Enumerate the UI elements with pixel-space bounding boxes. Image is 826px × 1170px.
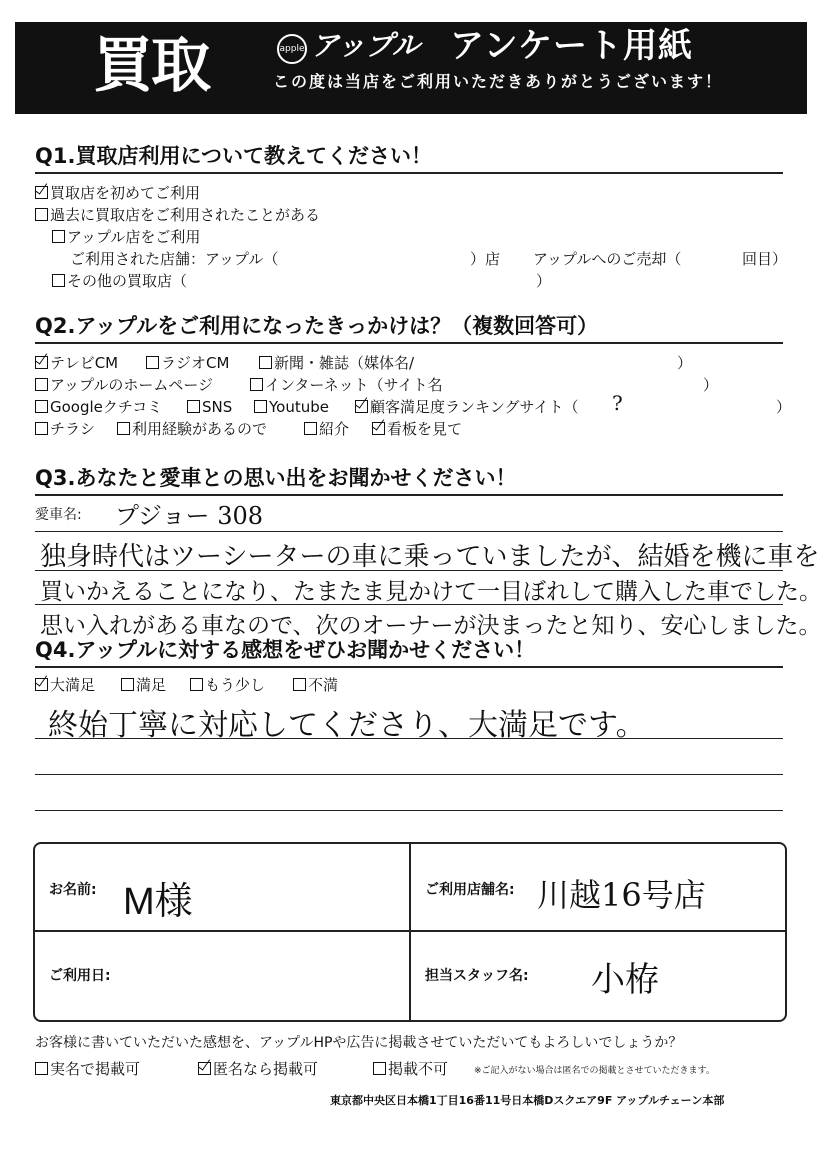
checked-box-icon[interactable] <box>35 356 48 369</box>
consent-real-name[interactable] <box>35 1058 140 1080</box>
name-value[interactable]: M様 <box>123 881 193 923</box>
q1-divider <box>35 172 783 174</box>
form-title: アンケート用紙 <box>450 26 693 66</box>
option-label: 満足 <box>136 676 167 694</box>
info-divider-horizontal <box>35 930 785 932</box>
checkbox-icon[interactable] <box>304 422 317 435</box>
q2-newspaper-close: ） <box>677 354 693 372</box>
option-label: ラジオCM <box>161 354 230 372</box>
option-label: 買取店を初めてご利用 <box>50 184 201 202</box>
option-label: 匿名なら掲載可 <box>213 1060 319 1078</box>
apple-logo-icon: apple <box>277 34 307 64</box>
option-label: 紹介 <box>319 420 350 438</box>
consent-not-allowed[interactable] <box>373 1058 448 1080</box>
checkbox-icon[interactable] <box>259 356 272 369</box>
q1-other-close: ） <box>536 272 552 290</box>
store-value[interactable]: 川越16号店 <box>537 876 706 914</box>
option-label: 新聞・雑誌（媒体名/ <box>274 354 415 372</box>
header-banner <box>15 22 807 114</box>
thank-you-message: この度は当店をご利用いただきありがとうございます！ <box>273 72 724 91</box>
option-label: 実名で掲載可 <box>50 1060 141 1078</box>
checkbox-icon[interactable] <box>187 400 200 413</box>
q2-internet-close: ） <box>703 376 719 394</box>
q2-option-youtube[interactable] <box>254 396 329 418</box>
brand-logo-text: アップル <box>311 29 420 62</box>
ruled-line <box>35 570 783 571</box>
q1-sell-count-suffix: 回目） <box>742 250 788 268</box>
option-label: SNS <box>202 398 233 416</box>
checked-box-icon[interactable] <box>198 1062 211 1075</box>
option-label: アップルのホームページ <box>50 376 214 394</box>
staff-label: 担当スタッフ名: <box>425 968 529 984</box>
option-label: チラシ <box>50 420 96 438</box>
q2-option-signboard[interactable] <box>372 418 462 440</box>
q2-option-radiocm[interactable] <box>146 352 229 374</box>
ruled-line <box>35 774 783 775</box>
checkbox-icon[interactable] <box>121 678 134 691</box>
staff-value[interactable]: 小栫 <box>591 960 659 1000</box>
q1-option-first-time[interactable] <box>35 182 200 204</box>
checkbox-icon[interactable] <box>254 400 267 413</box>
option-label: Youtube <box>269 398 329 416</box>
option-label: アップル店をご利用 <box>67 228 201 246</box>
car-name-label: 愛車名: <box>35 507 82 523</box>
checkbox-icon[interactable] <box>52 274 65 287</box>
q1-title: Q1.買取店利用について教えてください！ <box>35 144 433 168</box>
q2-ranking-written: ? <box>612 391 623 415</box>
store-label: ご利用店舗名: <box>425 882 515 898</box>
checkbox-icon[interactable] <box>146 356 159 369</box>
name-label: お名前: <box>49 882 97 898</box>
q4-option-very-satisfied[interactable] <box>35 674 95 696</box>
memory-line-2[interactable]: 買いかえることになり、たまたま見かけて一目ぼれして購入した車でした。 <box>40 579 822 605</box>
checked-box-icon[interactable] <box>355 400 368 413</box>
q2-option-sns[interactable] <box>187 396 232 418</box>
option-label: テレビCM <box>50 354 119 372</box>
impression-comment[interactable]: 終始丁寧に対応してくださり、大満足です。 <box>48 708 646 743</box>
checked-box-icon[interactable] <box>372 422 385 435</box>
q1-option-other-store[interactable] <box>52 270 187 292</box>
q2-option-google[interactable] <box>35 396 162 418</box>
checked-box-icon[interactable] <box>35 678 48 691</box>
checkbox-icon[interactable] <box>373 1062 386 1075</box>
customer-info-box <box>33 842 787 1022</box>
checkbox-icon[interactable] <box>250 378 263 391</box>
car-name-value[interactable]: プジョー 308 <box>115 502 263 530</box>
option-label: 大満足 <box>50 676 96 694</box>
option-label: 顧客満足度ランキングサイト（ <box>370 398 579 416</box>
q2-option-flyer[interactable] <box>35 418 95 440</box>
q2-option-ranking[interactable] <box>355 396 579 418</box>
q4-option-dissatisfied[interactable] <box>293 674 338 696</box>
q4-option-satisfied[interactable] <box>121 674 166 696</box>
q1-option-used-before[interactable] <box>35 204 320 226</box>
memory-line-1[interactable]: 独身時代はツーシーターの車に乗っていましたが、結婚を機に車を <box>40 542 820 572</box>
option-label: Googleクチコミ <box>50 398 163 416</box>
q1-store-suffix: ）店 <box>470 250 501 268</box>
q2-option-internet[interactable] <box>250 374 443 396</box>
q1-store-name-line <box>70 248 278 270</box>
checkbox-icon[interactable] <box>35 422 48 435</box>
q2-option-newspaper[interactable] <box>259 352 414 374</box>
option-label: 看板を見て <box>387 420 463 438</box>
q2-ranking-close: ） <box>776 398 792 416</box>
checkbox-icon[interactable] <box>52 230 65 243</box>
consent-question: お客様に書いていただいた感想を、アップルHPや広告に掲載させていただいてもよろしいでしょうか？ <box>35 1035 683 1051</box>
option-label: 掲載不可 <box>388 1060 449 1078</box>
q2-divider <box>35 342 783 344</box>
date-label: ご利用日: <box>49 968 111 984</box>
q4-divider <box>35 666 783 668</box>
q1-option-apple-store[interactable] <box>52 226 200 248</box>
ruled-line <box>35 531 783 532</box>
q2-option-experience[interactable] <box>117 418 267 440</box>
checkbox-icon[interactable] <box>293 678 306 691</box>
memory-line-3[interactable]: 思い入れがある車なので、次のオーナーが決まったと知り、安心しました。 <box>40 613 822 639</box>
checkbox-icon[interactable] <box>117 422 130 435</box>
ruled-line <box>35 604 783 605</box>
checkbox-icon[interactable] <box>35 1062 48 1075</box>
consent-anonymous[interactable] <box>198 1058 318 1080</box>
q2-option-referral[interactable] <box>304 418 349 440</box>
checked-box-icon[interactable] <box>35 186 48 199</box>
q2-title: Q2.アップルをご利用になったきっかけは？（複数回答可） <box>35 314 599 338</box>
ruled-line <box>35 738 783 739</box>
checkbox-icon[interactable] <box>35 378 48 391</box>
q4-title: Q4.アップルに対する感想をぜひお聞かせください！ <box>35 638 536 662</box>
consent-note: ※ご記入がない場合は匿名での掲載とさせていただきます。 <box>474 1066 715 1076</box>
store-line-prefix: ご利用された店舗：アップル（ <box>70 250 279 268</box>
q1-sell-count-prefix: アップルへのご売却（ <box>533 250 682 268</box>
q4-option-little-more[interactable] <box>190 674 265 696</box>
checkbox-icon[interactable] <box>190 678 203 691</box>
checkbox-icon[interactable] <box>35 400 48 413</box>
ruled-line <box>35 810 783 811</box>
option-label: インターネット（サイト名 <box>265 376 443 394</box>
info-divider-vertical <box>409 844 411 1020</box>
q3-title: Q3.あなたと愛車との思い出をお聞かせください！ <box>35 466 517 490</box>
option-label: その他の買取店（ <box>67 272 188 290</box>
company-address: 東京都中央区日本橋1丁目16番11号日本橋Dスクエア9F アップルチェーン本部 <box>330 1094 725 1107</box>
option-label: 不満 <box>308 676 339 694</box>
q2-option-tvcm[interactable] <box>35 352 118 374</box>
option-label: 過去に買取店をご利用されたことがある <box>50 206 321 224</box>
option-label: 利用経験があるので <box>132 420 268 438</box>
option-label: もう少し <box>205 676 266 694</box>
q2-option-homepage[interactable] <box>35 374 213 396</box>
kaitori-title: 買取 <box>93 31 209 101</box>
checkbox-icon[interactable] <box>35 208 48 221</box>
